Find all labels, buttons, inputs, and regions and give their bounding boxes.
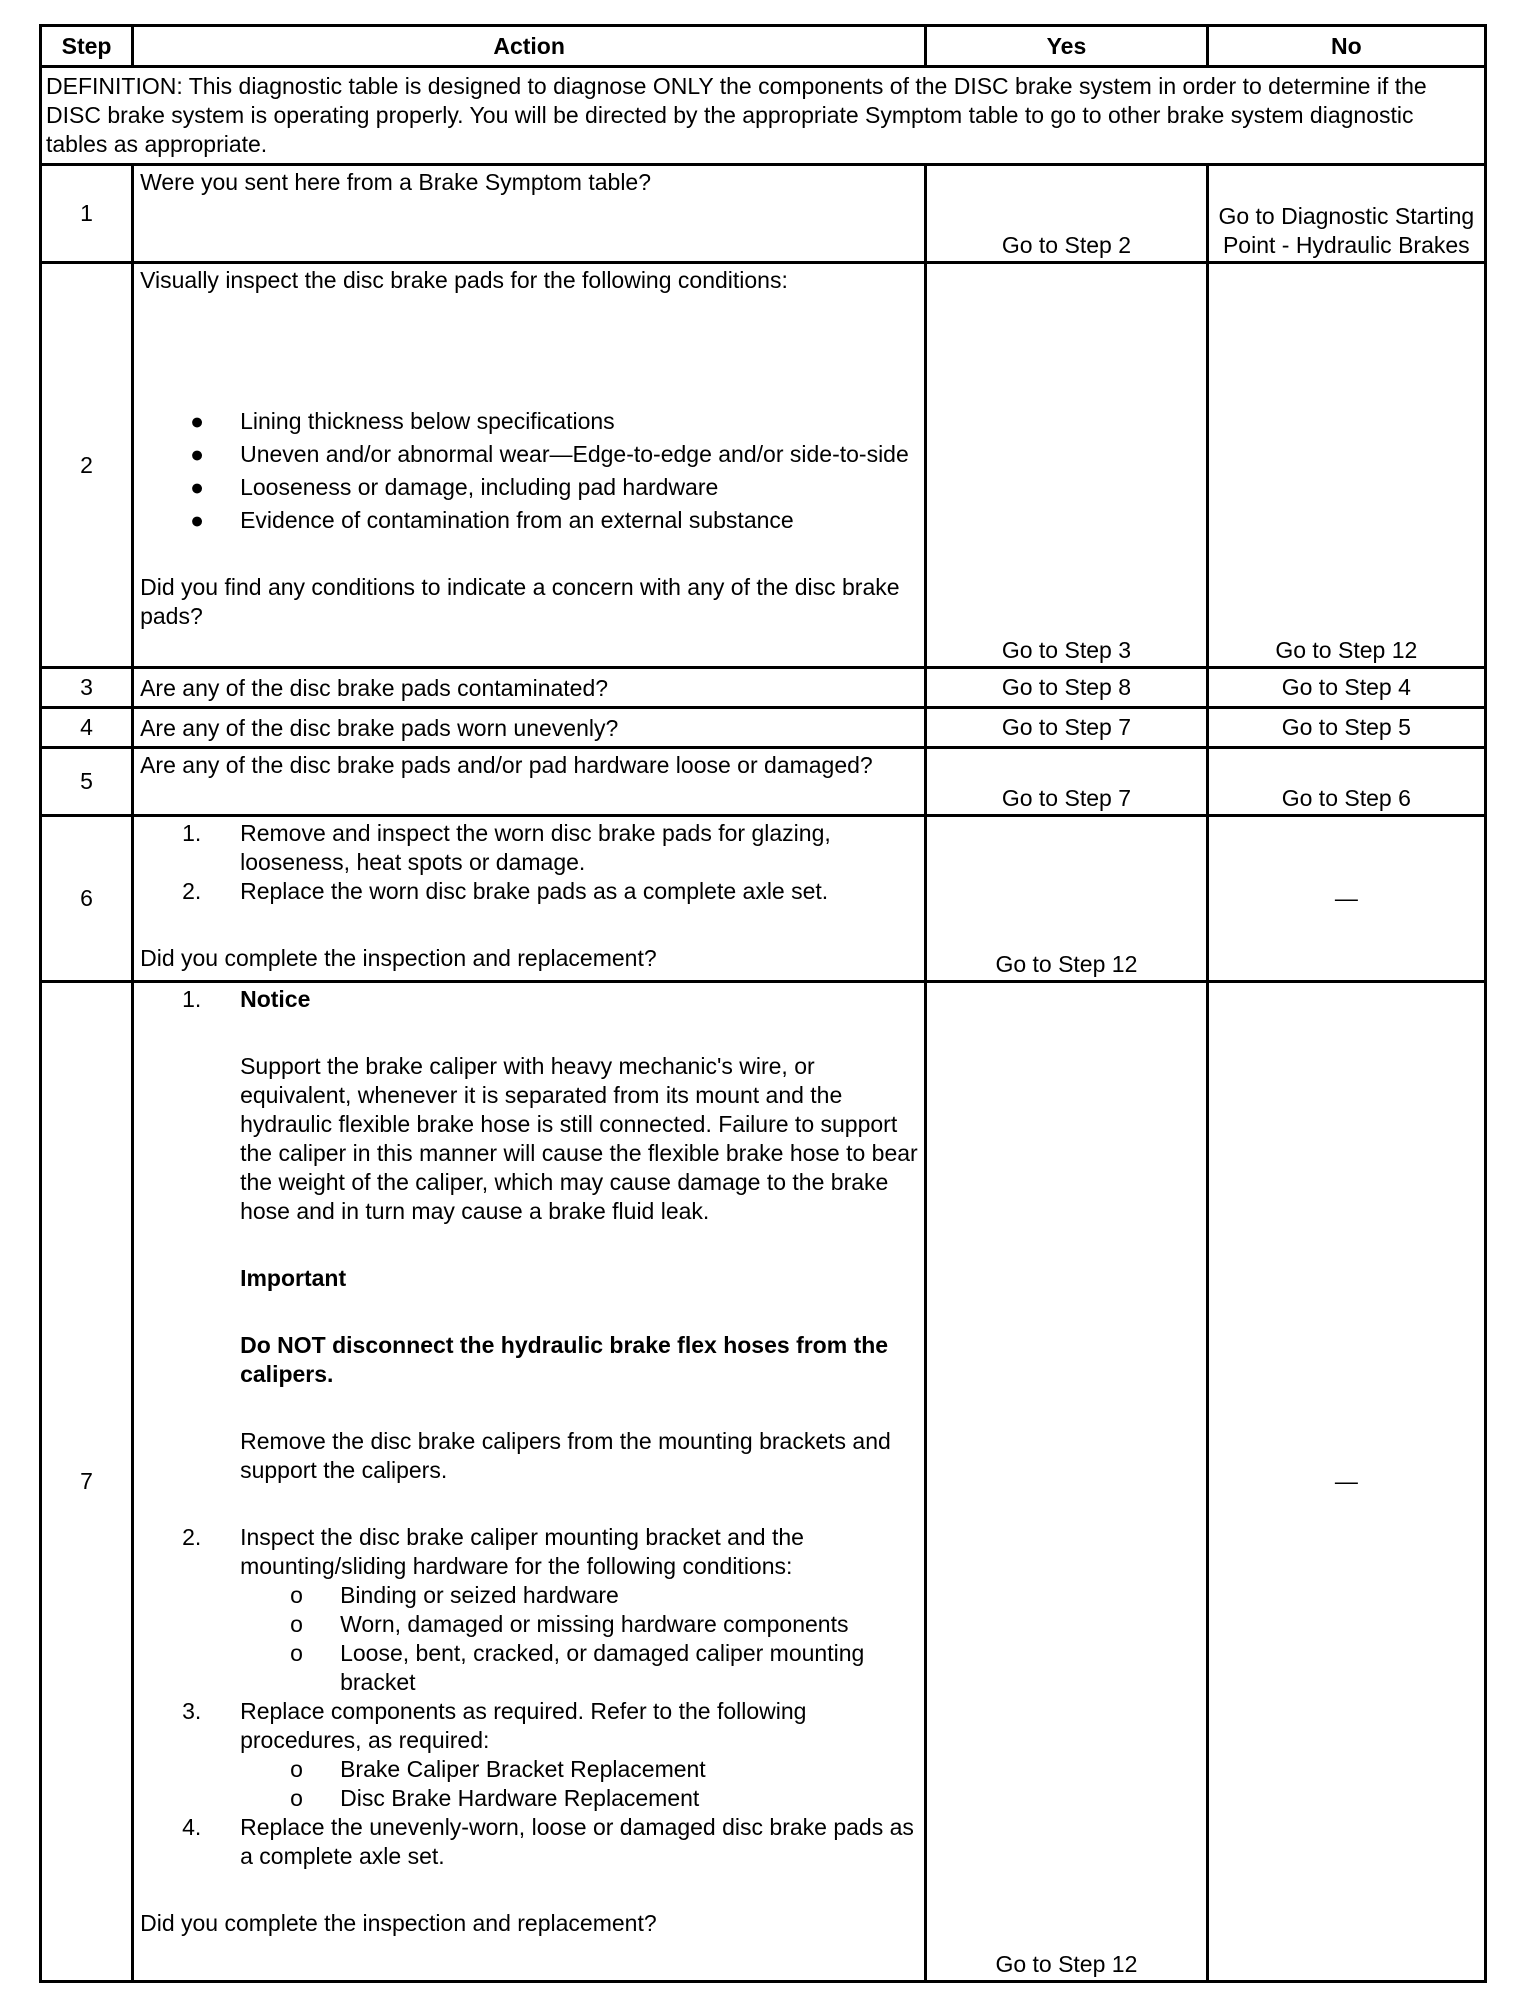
action-cell <box>133 668 926 708</box>
step-number: 2 <box>41 263 133 668</box>
step-number: 6 <box>41 816 133 982</box>
table-row <box>41 263 1486 668</box>
list-item: 3. Replace components as required. Refer to the following procedures, as required: <box>182 1698 807 1753</box>
bullet-icon: ● <box>190 441 204 467</box>
no-cell: Go to Diagnostic Starting Point - Hydraulic Brakes <box>1207 165 1485 263</box>
list-item: ● Lining thickness below specifications <box>190 408 615 434</box>
action-cell <box>133 165 926 263</box>
notice-text: Support the brake caliper with heavy mechanic's wire, or equivalent, whenever it is separated from its mount and the hydraulic flexible brake hose is still connected. Failure to support the caliper in this manner will cause the flexible brake hose to bear the weight of the caliper, which may cause damage to the brake hose and in turn may cause a brake fluid leak. <box>240 1053 918 1224</box>
yes-cell: Go to Step 7 <box>926 708 1207 748</box>
notice-heading: 1. Notice <box>182 986 311 1012</box>
important-heading: Important <box>240 1265 347 1291</box>
action-cell <box>133 708 926 748</box>
action-question: Did you find any conditions to indicate a concern with any of the disc brake pads? <box>140 574 900 629</box>
action-cell <box>133 263 926 668</box>
yes-cell: Go to Step 12 <box>926 816 1207 982</box>
action-question: Are any of the disc brake pads contaminated? <box>140 674 609 701</box>
no-cell: Go to Step 4 <box>1207 668 1485 708</box>
header-yes: Yes <box>926 26 1207 67</box>
sub-list-item: o Disc Brake Hardware Replacement <box>290 1785 700 1811</box>
definition-text: DEFINITION: This diagnostic table is designed to diagnose ONLY the components of the DISC brake system in order to determine if the DISC brake system is operating properly. You will be directed by the appropriate Symptom table to go to other brake system diagnostic tables as appropriate. <box>41 67 1486 165</box>
table-row <box>41 708 1486 748</box>
list-item: 4. Replace the unevenly-worn, loose or damaged disc brake pads as a complete axle set. <box>182 1814 914 1869</box>
bullet-icon: ● <box>190 507 204 533</box>
sub-list-item: o Brake Caliper Bracket Replacement <box>290 1756 706 1782</box>
table-row <box>41 816 1486 982</box>
table-row <box>41 165 1486 263</box>
action-question: Did you complete the inspection and replacement? <box>140 945 657 971</box>
step-number: 5 <box>41 748 133 816</box>
important-text: Do NOT disconnect the hydraulic brake flex hoses from the calipers. <box>240 1332 889 1387</box>
yes-cell: Go to Step 3 <box>926 263 1207 668</box>
action-cell <box>133 816 926 982</box>
bullet-icon: ● <box>190 408 204 434</box>
circle-bullet-icon: o <box>290 1785 303 1811</box>
action-cell <box>133 982 926 1982</box>
sub-list-item: o Loose, bent, cracked, or damaged caliper mounting bracket <box>290 1640 865 1695</box>
sub-list-item: o Binding or seized hardware <box>290 1582 619 1608</box>
sub-list-item: o Worn, damaged or missing hardware components <box>290 1611 849 1637</box>
no-cell: Go to Step 5 <box>1207 708 1485 748</box>
list-item: 1. Remove and inspect the worn disc brake pads for glazing, looseness, heat spots or damage. <box>182 820 831 875</box>
list-item: 2. Replace the worn disc brake pads as a complete axle set. <box>182 878 829 904</box>
no-cell: — <box>1207 816 1485 982</box>
bullet-icon: ● <box>190 474 204 500</box>
circle-bullet-icon: o <box>290 1611 303 1637</box>
table-row <box>41 668 1486 708</box>
step-number: 3 <box>41 668 133 708</box>
list-item: ● Uneven and/or abnormal wear—Edge-to-edge and/or side-to-side <box>190 441 909 467</box>
diagnostic-table-page <box>39 24 1487 1983</box>
table-row <box>41 982 1486 1982</box>
no-cell: Go to Step 12 <box>1207 263 1485 668</box>
no-cell: Go to Step 6 <box>1207 748 1485 816</box>
circle-bullet-icon: o <box>290 1756 303 1782</box>
list-item: 2. Inspect the disc brake caliper mounting bracket and the mounting/sliding hardware for the following conditions: <box>182 1524 804 1579</box>
circle-bullet-icon: o <box>290 1582 303 1608</box>
header-no: No <box>1207 26 1485 67</box>
action-question: Are any of the disc brake pads worn unevenly? <box>140 714 619 741</box>
yes-cell: Go to Step 7 <box>926 748 1207 816</box>
step-number: 1 <box>41 165 133 263</box>
action-cell <box>133 748 926 816</box>
yes-cell: Go to Step 12 <box>926 982 1207 1982</box>
step-number: 4 <box>41 708 133 748</box>
yes-cell: Go to Step 2 <box>926 165 1207 263</box>
header-action: Action <box>133 26 926 67</box>
table-header-row <box>41 26 1486 67</box>
action-question: Did you complete the inspection and replacement? <box>140 1910 657 1936</box>
table-row <box>41 748 1486 816</box>
circle-bullet-icon: o <box>290 1640 303 1666</box>
action-question: Are any of the disc brake pads and/or pad hardware loose or damaged? <box>140 752 873 778</box>
diagnostic-table <box>39 24 1487 1983</box>
yes-cell: Go to Step 8 <box>926 668 1207 708</box>
list-item: Remove the disc brake calipers from the mounting brackets and support the calipers. <box>240 1428 891 1483</box>
list-item: ● Evidence of contamination from an external substance <box>190 507 794 533</box>
definition-row <box>41 67 1486 165</box>
no-cell: — <box>1207 982 1485 1982</box>
list-item: ● Looseness or damage, including pad hardware <box>190 474 719 500</box>
action-question: Were you sent here from a Brake Symptom table? <box>140 169 652 195</box>
action-intro: Visually inspect the disc brake pads for the following conditions: <box>140 267 788 293</box>
step-number: 7 <box>41 982 133 1982</box>
header-step: Step <box>41 26 133 67</box>
